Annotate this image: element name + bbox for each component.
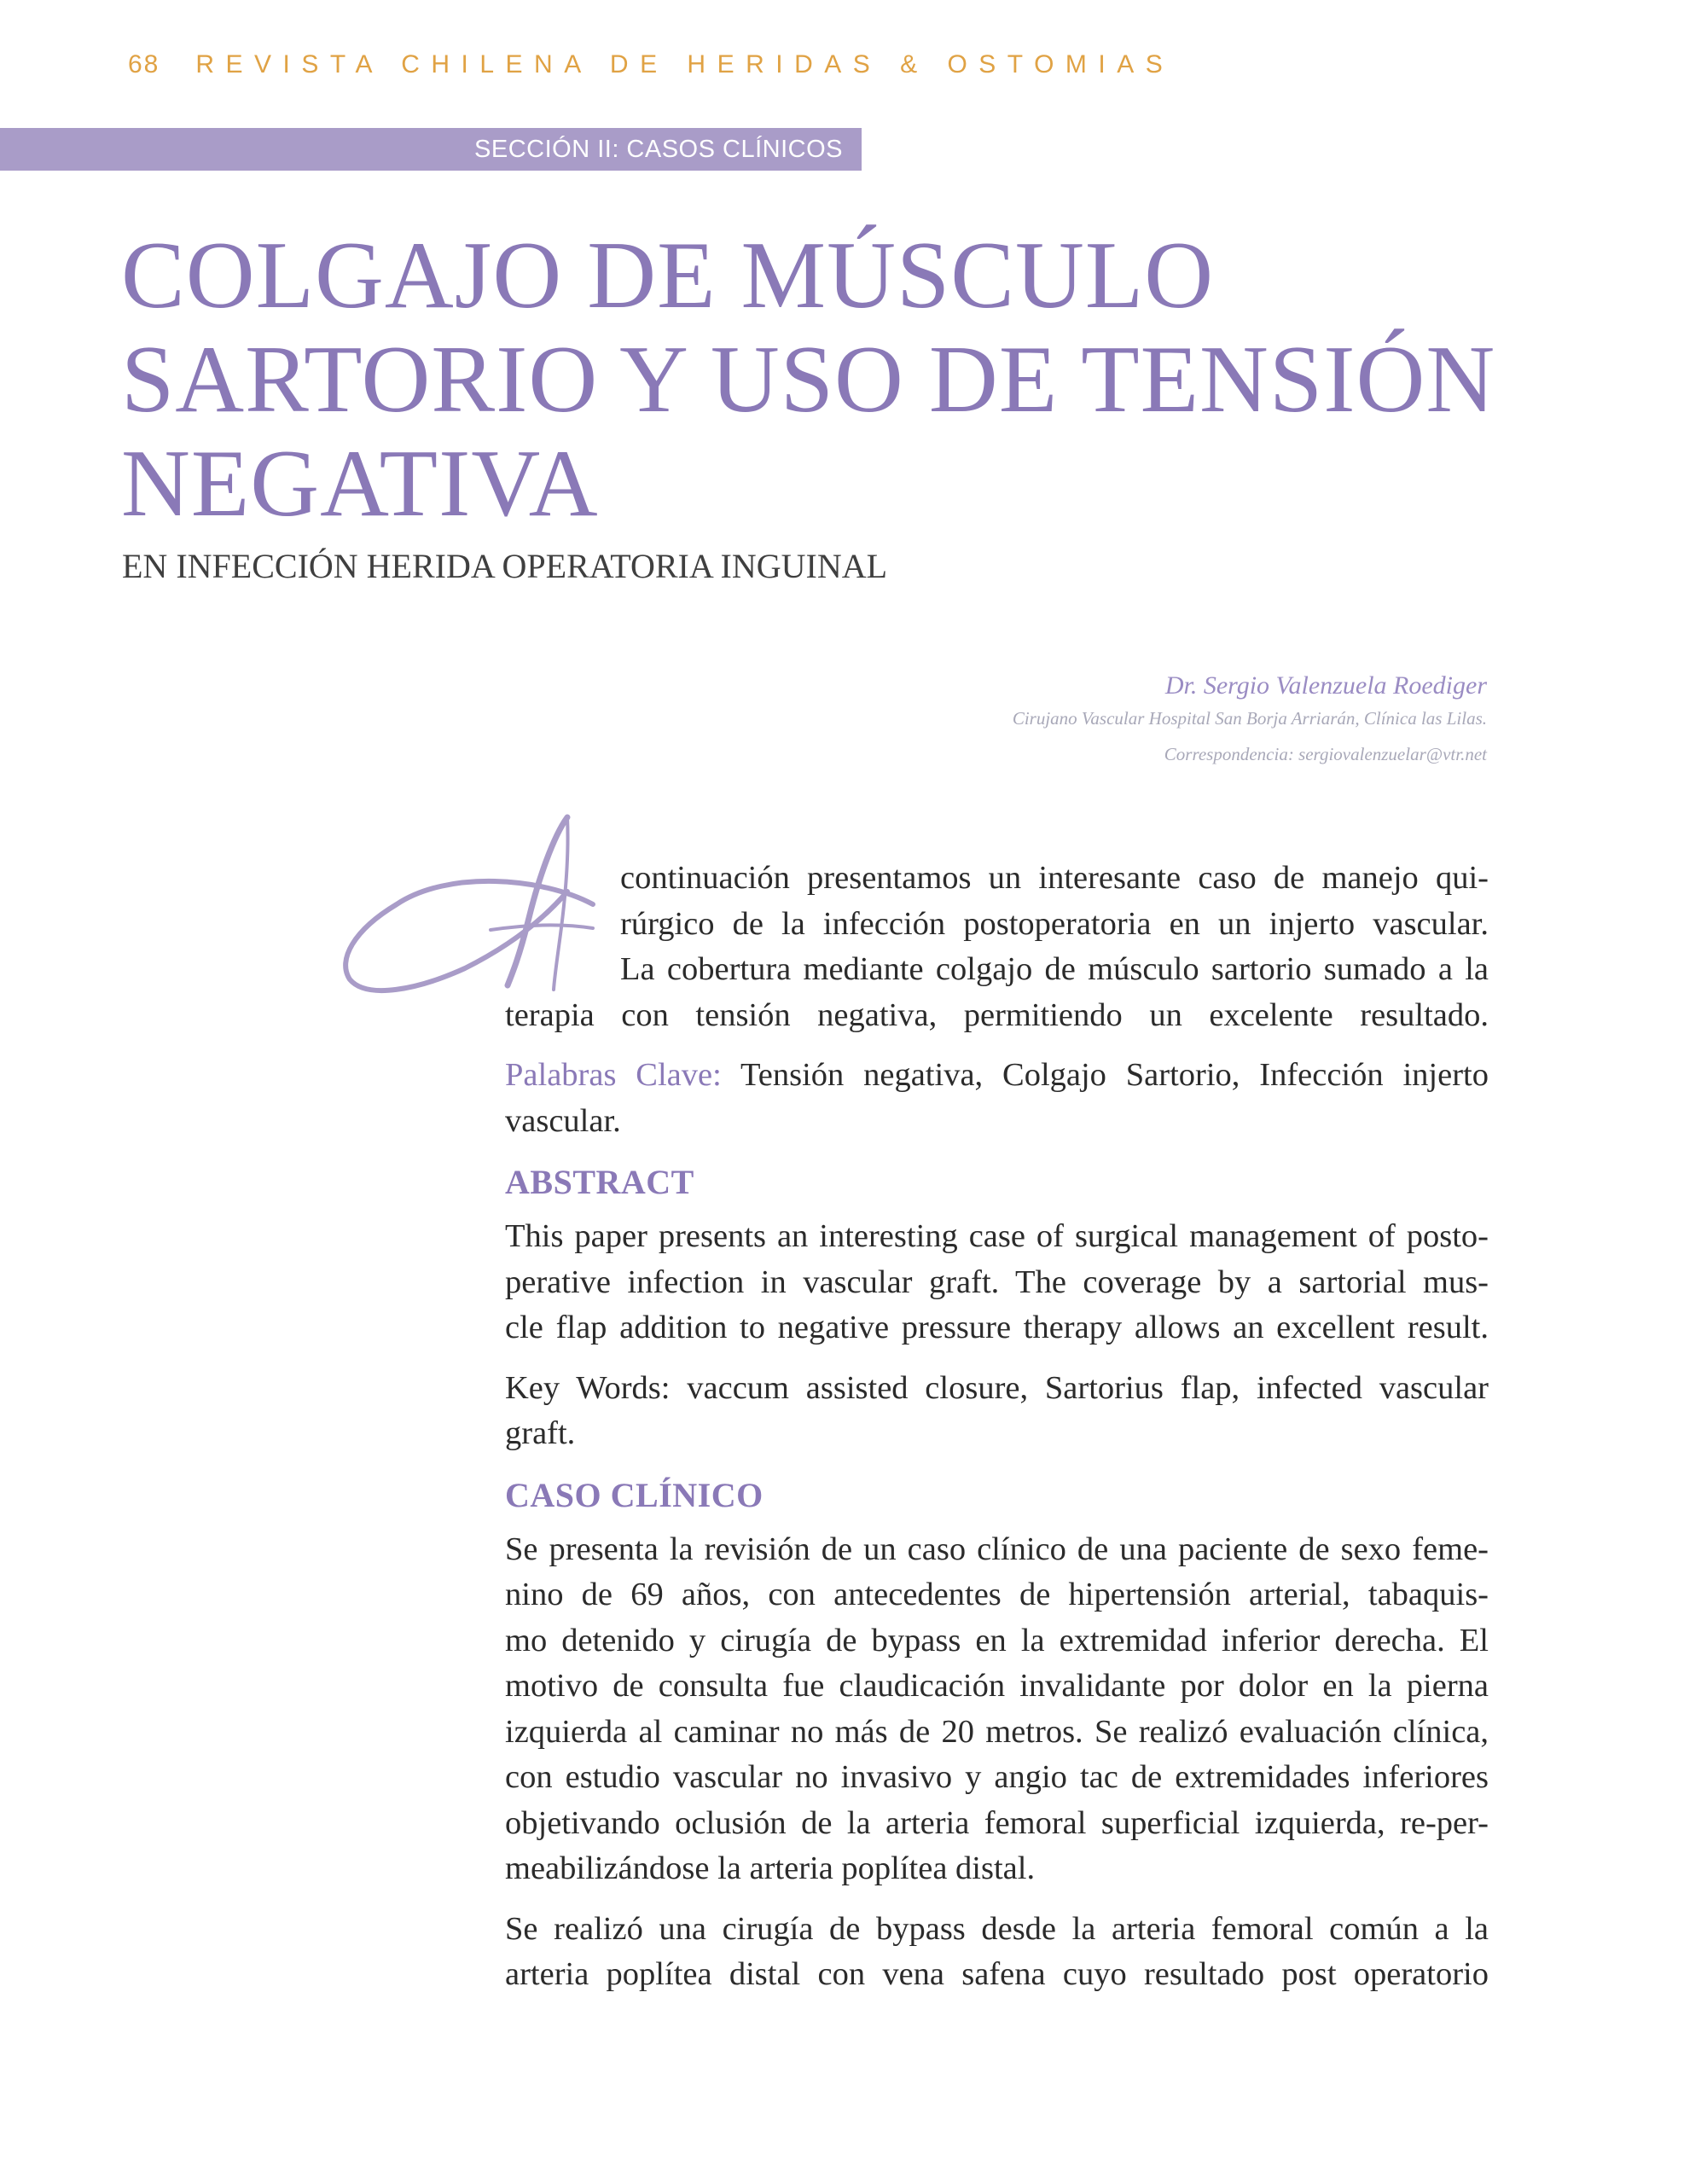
case-line: con estudio vascular no invasivo y angio tac de extremidades inferiores (505, 1759, 1489, 1795)
case-paragraph-2 (505, 1907, 1489, 1998)
case-line: nino de 69 años, con antecedentes de hipertensión arterial, tabaquis- (505, 1577, 1489, 1612)
title-line: NEGATIVA (121, 431, 599, 537)
case-line: meabilizándose la arteria poplítea distal. (505, 1850, 1036, 1886)
case-line: objetivando oclusión de la arteria femoral superficial izquierda, re-per- (505, 1804, 1489, 1841)
correspondence-email: Correspondencia: sergiovalenzuelar@vtr.net (1164, 744, 1487, 764)
intro-line: La cobertura mediante colgajo de músculo sartorio sumado a la (620, 951, 1489, 987)
case-line: motivo de consulta fue claudicación invalidante por dolor en la pierna (505, 1668, 1489, 1704)
keywords-text: Tensión negativa, Colgajo Sartorio, Infección injerto (740, 1057, 1489, 1093)
case-line: Se presenta la revisión de un caso clínico de una paciente de sexo feme- (505, 1531, 1489, 1567)
keywords-en-line: Key Words: vaccum assisted closure, Sartorius flap, infected vascular (505, 1369, 1489, 1406)
case-line: arteria poplítea distal con vena safena cuyo resultado post operatorio (505, 1956, 1489, 1992)
keywords-en-line: graft. (505, 1415, 576, 1451)
title-line: SARTORIO Y USO DE TENSIÓN (121, 327, 1496, 433)
abstract-line: cle flap addition to negative pressure therapy allows an excellent result. (505, 1310, 1489, 1345)
case-paragraph-1 (505, 1527, 1489, 1892)
article-subtitle: EN INFECCIÓN HERIDA OPERATORIA INGUINAL (122, 547, 888, 585)
case-line: izquierda al caminar no más de 20 metros. Se realizó evaluación clínica, (505, 1713, 1489, 1750)
journal-name: REVISTA CHILENA DE HERIDAS & OSTOMIAS (195, 50, 1175, 78)
article-title (121, 223, 1496, 537)
abstract-heading: ABSTRACT (505, 1163, 694, 1201)
section-band: SECCIÓN II: CASOS CLÍNICOS (0, 128, 862, 171)
abstract-line: This paper presents an interesting case of surgical management of posto- (505, 1218, 1489, 1254)
author-affiliation: Cirujano Vascular Hospital San Borja Arriarán, Clínica las Lilas. (1012, 708, 1487, 729)
keywords-label: Palabras Clave: (505, 1057, 722, 1093)
abstract-line: perative infection in vascular graft. The coverage by a sartorial mus- (505, 1263, 1489, 1300)
case-line: Se realizó una cirugía de bypass desde la arteria femoral común a la (505, 1910, 1489, 1947)
case-heading: CASO CLÍNICO (505, 1475, 764, 1514)
author-name: Dr. Sergio Valenzuela Roediger (1164, 671, 1487, 700)
keywords-text-cont: vascular. (505, 1102, 621, 1139)
intro-line: terapia con tensión negativa, permitiendo un excelente resultado. (505, 996, 1489, 1033)
case-line: mo detenido y cirugía de bypass en la extremidad inferior derecha. El (505, 1622, 1489, 1658)
keywords-en (505, 1366, 1489, 1457)
intro-line: rúrgico de la infección postoperatoria en un injerto vascular. (620, 905, 1489, 942)
drop-cap-letter: A (337, 810, 338, 811)
article-body (505, 856, 1489, 1998)
running-header (128, 44, 1174, 85)
keywords-es (505, 1053, 1489, 1144)
page-number: 68 (128, 50, 160, 78)
byline (1013, 670, 1487, 767)
intro-paragraph (505, 856, 1489, 1038)
intro-line: continuación presentamos un interesante caso de manejo qui- (620, 860, 1489, 896)
title-line: COLGAJO DE MÚSCULO (121, 223, 1215, 328)
abstract-paragraph (505, 1214, 1489, 1351)
